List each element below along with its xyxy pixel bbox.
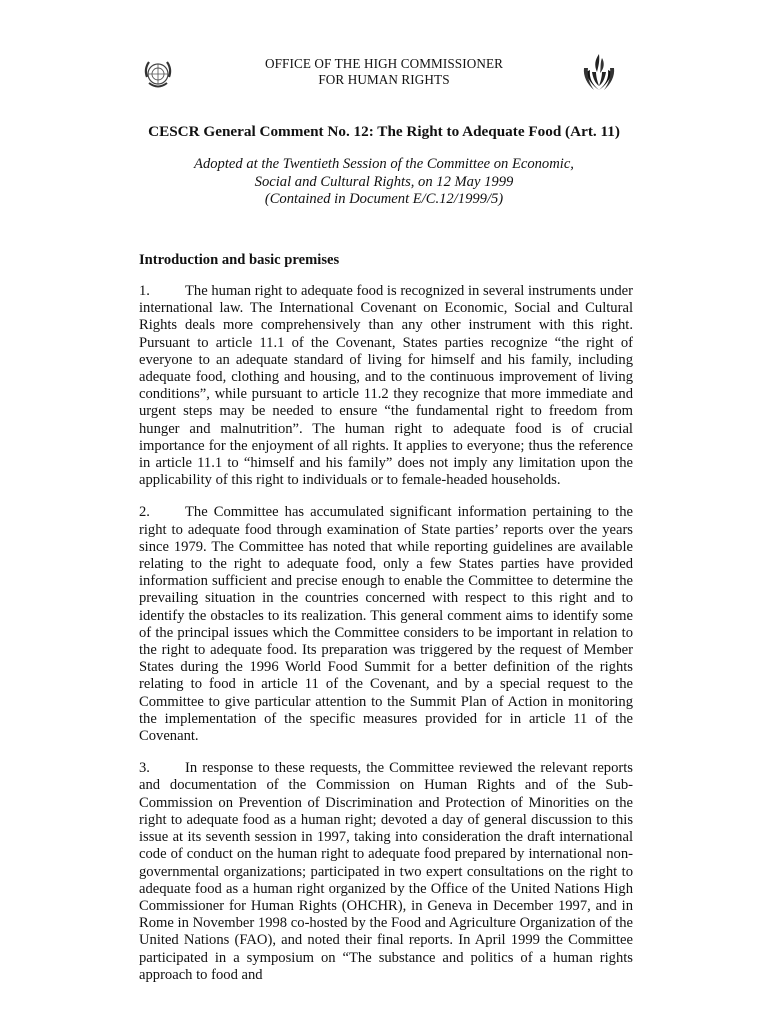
section-heading: Introduction and basic premises	[139, 252, 340, 268]
body-paragraphs	[139, 283, 633, 999]
office-header	[0, 56, 768, 88]
office-line-1: OFFICE OF THE HIGH COMMISSIONER	[264, 56, 504, 71]
paragraph-3	[139, 760, 633, 984]
subtitle-line-1: Adopted at the Twentieth Session of the Committee on Economic,	[194, 156, 574, 172]
office-line-2: FOR HUMAN RIGHTS	[318, 72, 450, 87]
paragraph-text: In response to these requests, the Committee reviewed the relevant reports and documentation of the Commission on Human Rights and of the Sub-Commission on Prevention of Discrimination and Protection of Minorities on the right to adequate food as a human right; devoted a day of general discussion to this issue at its seventh session in 1997, taking into consideration the draft international code of conduct on the human right to adequate food prepared by international non-governmental organizations; participated in two expert consultations on the right to adequate food as a human right organized by the Office of the United Nations High Commissioner for Human Rights (OHCHR), in Geneva in December 1997, and in Rome in November 1998 co-hosted by the Food and Agriculture Organization of the United Nations (FAO), and noted their final reports. In April 1999 the Committee participated in a symposium on “The substance and politics of a human rights approach to food and	[139, 760, 633, 983]
paragraph-number: 1.	[139, 283, 150, 299]
paragraph-2	[139, 504, 633, 745]
paragraph-text: The human right to adequate food is recognized in several instruments under international law. The International Covenant on Economic, Social and Cultural Rights deals more comprehensively than any other instrument with this right. Pursuant to article 11.1 of the Covenant, States parties recognize “the right of everyone to an adequate standard of living for himself and his family, including adequate food, clothing and housing, and to the continuous improvement of living conditions”, while pursuant to article 11.2 they recognize that more immediate and urgent steps may be needed to ensure “the fundamental right to freedom from hunger and malnutrition”. The human right to adequate food is of crucial importance for the enjoyment of all rights. It applies to everyone; thus the reference in article 11.1 to “himself and his family” does not imply any limitation upon the applicability of this right to individuals or to female-headed households.	[139, 283, 633, 489]
document-subtitle	[0, 156, 768, 209]
paragraph-number: 3.	[139, 760, 150, 777]
paragraph-1	[139, 283, 633, 489]
document-title: CESCR General Comment No. 12: The Right to Adequate Food (Art. 11)	[148, 123, 620, 140]
paragraph-text: The Committee has accumulated significant information pertaining to the right to adequate food through examination of State parties’ reports over the years since 1979. The Committee has noted that while reporting guidelines are available relating to the right to adequate food, only a few States parties have provided information sufficient and precise enough to enable the Committee to determine the prevailing situation in the countries concerned with respect to this right and to identify the obstacles to its realization. This general comment aims to identify some of the principal issues which the Committee considers to be important in relation to the right to adequate food. Its preparation was triggered by the request of Member States during the 1996 World Food Summit for a better definition of the rights relating to food in article 11 of the Covenant, and by a special request to the Committee to give particular attention to the Summit Plan of Action in monitoring the implementation of the specific measures provided for in article 11 of the Covenant.	[139, 504, 633, 745]
subtitle-line-2: Social and Cultural Rights, on 12 May 1999	[254, 173, 514, 190]
paragraph-number: 2.	[139, 504, 150, 521]
subtitle-line-3: (Contained in Document E/C.12/1999/5)	[264, 191, 504, 208]
